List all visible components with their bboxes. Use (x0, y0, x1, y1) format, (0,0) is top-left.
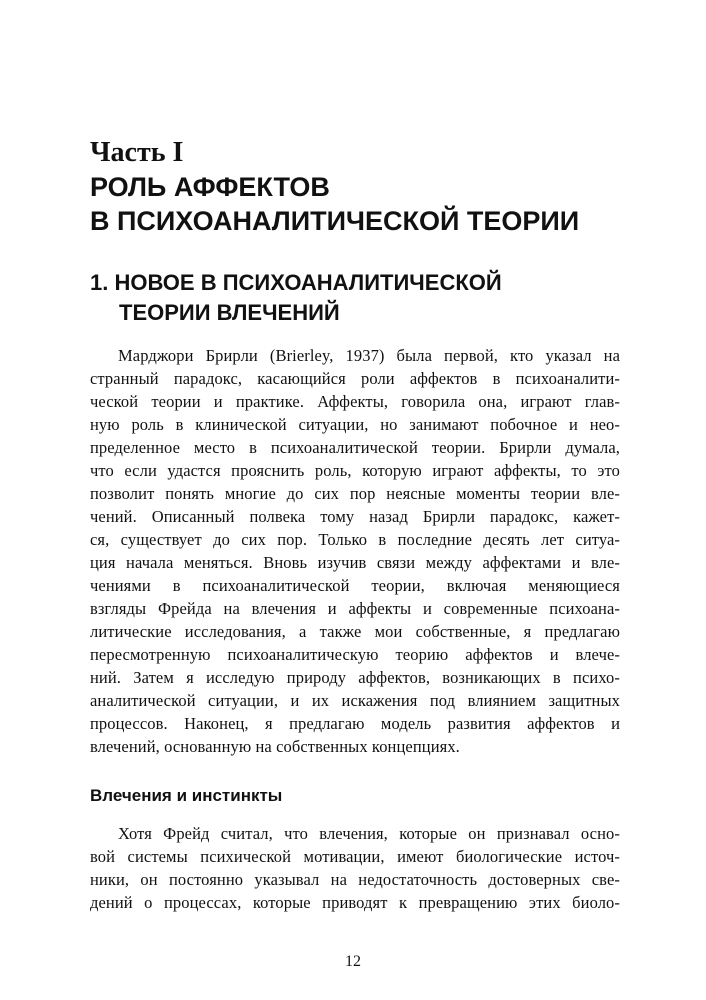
text-line: ция начала меняться. Вновь изучив связи между аффектами и вле- (90, 553, 620, 572)
text-line: вой системы психической мотивации, имеют биологические источ- (90, 847, 620, 866)
paragraph-intro (90, 344, 620, 758)
text-line: пересмотренную психоаналитическую теорию аффектов и влече- (90, 645, 620, 664)
chapter-title-line-2: ТЕОРИИ ВЛЕЧЕНИЙ (119, 300, 340, 325)
text-line: Хотя Фрейд считал, что влечения, которые он признавал осно- (118, 824, 620, 843)
text-line: ческой теории и практике. Аффекты, говорила она, играют глав- (90, 392, 620, 411)
text-line: дений о процессах, которые приводят к превращению этих биоло- (90, 893, 620, 912)
section-subheading: Влечения и инстинкты (90, 786, 283, 805)
text-line: пределенное место в психоаналитической теории. Брирли думала, (90, 438, 620, 457)
text-line: литические исследования, а также мои собственные, я предлагаю (90, 622, 620, 641)
part-title-line-2: В ПСИХОАНАЛИТИЧЕСКОЙ ТЕОРИИ (90, 206, 580, 236)
text-line: ся, существует до сих пор. Только в последние десять лет ситуа- (90, 530, 620, 549)
text-line: влечений, основанную на собственных концепциях. (90, 737, 460, 756)
text-line: чениями в психоаналитической теории, включая меняющиеся (90, 576, 620, 595)
text-line: чений. Описанный полвека тому назад Брирли парадокс, кажет- (90, 507, 620, 526)
text-line: процессов. Наконец, я предлагаю модель развития аффектов и (90, 714, 620, 733)
part-label: Часть I (90, 137, 184, 168)
text-line: странный парадокс, касающийся роли аффектов в психоаналити- (90, 369, 620, 388)
text-line: ний. Затем я исследую природу аффектов, возникающих в психо- (90, 668, 620, 687)
text-line: Марджори Брирли (Brierley, 1937) была первой, кто указал на (118, 346, 620, 365)
chapter-heading (90, 268, 502, 328)
text-line: ники, он постоянно указывал на недостаточность достоверных све- (90, 870, 620, 889)
part-title-line-1: РОЛЬ АФФЕКТОВ (90, 172, 330, 202)
page-number: 12 (345, 953, 361, 970)
text-line: что если удастся прояснить роль, которую играют аффекты, то это (90, 461, 620, 480)
part-heading (90, 136, 579, 238)
text-line: позволит понять многие до сих пор неясные моменты теории вле- (90, 484, 620, 503)
text-line: ную роль в клинической ситуации, но занимают побочное и нео- (90, 415, 620, 434)
text-line: аналитической ситуации, и их искажения под влиянием защитных (90, 691, 620, 710)
text-line: взгляды Фрейда на влечения и аффекты и современные психоана- (90, 599, 620, 618)
paragraph-drives (90, 822, 620, 914)
chapter-title-line-1: 1. НОВОЕ В ПСИХОАНАЛИТИЧЕСКОЙ (90, 270, 502, 295)
